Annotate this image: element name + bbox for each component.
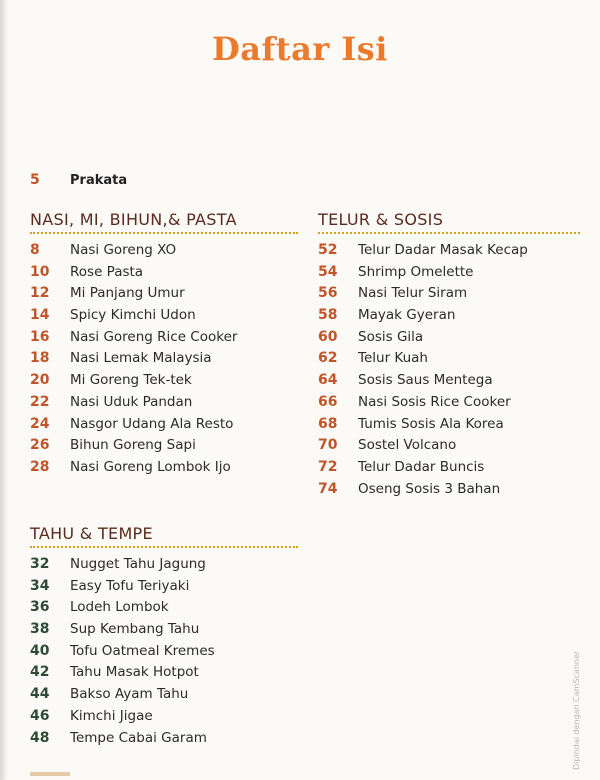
- page-number: 60: [318, 328, 338, 345]
- page-edge-shadow: [0, 0, 8, 780]
- page-number: 56: [318, 285, 338, 302]
- page-number: 18: [30, 350, 50, 367]
- scanner-watermark: Dipindai dengan CamScanner: [572, 650, 581, 770]
- preface-label: Prakata: [70, 173, 128, 188]
- page-number: 8: [30, 242, 40, 258]
- toc-entry: [318, 437, 580, 459]
- recipe-title: Kimchi Jigae: [70, 707, 153, 724]
- section-nasi-mi-bihun-pasta: [30, 210, 298, 481]
- page-number: 64: [318, 372, 338, 389]
- toc-entry: [30, 459, 298, 481]
- recipe-title: Easy Tofu Teriyaki: [70, 577, 190, 594]
- page-number: 38: [30, 621, 50, 638]
- toc-entry: [30, 350, 298, 372]
- toc-entry: [30, 730, 298, 752]
- page-number: 68: [318, 415, 338, 432]
- recipe-title: Lodeh Lombok: [70, 599, 169, 616]
- recipe-title: Sup Kembang Tahu: [70, 621, 200, 638]
- recipe-title: Bihun Goreng Sapi: [70, 437, 196, 454]
- toc-entry: [30, 686, 298, 708]
- recipe-title: Mi Goreng Tek-tek: [70, 372, 192, 389]
- recipe-title: Tumis Sosis Ala Korea: [358, 415, 504, 432]
- recipe-title: Mayak Gyeran: [358, 307, 456, 324]
- toc-entry: [30, 664, 298, 686]
- recipe-title: Nasi Sosis Rice Cooker: [358, 393, 511, 410]
- toc-entry: [30, 394, 298, 416]
- page-number: 10: [30, 263, 50, 280]
- toc-entry: [30, 437, 298, 459]
- recipe-title: Sostel Volcano: [358, 437, 457, 454]
- page-number: 70: [318, 437, 338, 454]
- page-number: 22: [30, 393, 50, 410]
- page-number: 36: [30, 599, 50, 616]
- recipe-title: Tahu Masak Hotpot: [70, 664, 199, 681]
- entry-list: [30, 242, 298, 481]
- page-number: 48: [30, 729, 50, 746]
- recipe-title: Nasi Goreng Lombok Ijo: [70, 458, 231, 475]
- entry-list: [30, 556, 298, 751]
- toc-entry: [318, 350, 580, 372]
- toc-entry: [30, 307, 298, 329]
- toc-entry: [318, 264, 580, 286]
- recipe-title: Nasgor Udang Ala Resto: [70, 415, 234, 432]
- preface-page-number: 5: [30, 172, 40, 188]
- page-number: 66: [318, 393, 338, 410]
- recipe-title: Nugget Tahu Jagung: [70, 556, 206, 572]
- recipe-title: Telur Dadar Masak Kecap: [358, 242, 528, 258]
- section-telur-sosis: [318, 210, 580, 502]
- page-number: 42: [30, 664, 50, 681]
- page-number: 58: [318, 307, 338, 324]
- section-heading: NASI, MI, BIHUN,& PASTA: [30, 210, 237, 229]
- section-heading: TELUR & SOSIS: [318, 210, 444, 229]
- toc-entry: [30, 372, 298, 394]
- toc-entry: [30, 285, 298, 307]
- toc-entry: [318, 329, 580, 351]
- bottom-decoration: [30, 772, 70, 776]
- preface-entry: [30, 172, 127, 188]
- page-number: 62: [318, 350, 338, 367]
- toc-entry: [318, 372, 580, 394]
- page-number: 40: [30, 642, 50, 659]
- recipe-title: Shrimp Omelette: [358, 263, 474, 280]
- toc-entry: [318, 416, 580, 438]
- section-tahu-tempe: [30, 524, 298, 751]
- page-number: 26: [30, 437, 50, 454]
- recipe-title: Oseng Sosis 3 Bahan: [358, 480, 501, 497]
- page-number: 12: [30, 285, 50, 302]
- toc-entry: [318, 459, 580, 481]
- recipe-title: Telur Dadar Buncis: [358, 458, 485, 475]
- recipe-title: Rose Pasta: [70, 263, 144, 280]
- toc-entry: [30, 708, 298, 730]
- toc-entry: [30, 599, 298, 621]
- recipe-title: Sosis Gila: [358, 328, 424, 345]
- recipe-title: Mi Panjang Umur: [70, 285, 185, 302]
- page-number: 74: [318, 480, 338, 497]
- dotted-divider: [30, 232, 298, 234]
- toc-entry: [318, 242, 580, 264]
- recipe-title: Nasi Goreng Rice Cooker: [70, 328, 238, 345]
- recipe-title: Nasi Lemak Malaysia: [70, 350, 212, 367]
- entry-list: [318, 242, 580, 502]
- toc-entry: [318, 307, 580, 329]
- page-number: 28: [30, 458, 50, 475]
- page-number: 32: [30, 556, 50, 572]
- toc-entry: [30, 416, 298, 438]
- page-number: 20: [30, 372, 50, 389]
- toc-entry: [318, 285, 580, 307]
- page-number: 54: [318, 263, 338, 280]
- toc-entry: [30, 329, 298, 351]
- toc-entry: [30, 264, 298, 286]
- toc-entry: [318, 394, 580, 416]
- page-title: Daftar Isi: [212, 30, 388, 68]
- page-number: 24: [30, 415, 50, 432]
- recipe-title: Sosis Saus Mentega: [358, 372, 493, 389]
- recipe-title: Nasi Uduk Pandan: [70, 393, 193, 410]
- recipe-title: Tempe Cabai Garam: [70, 729, 207, 746]
- recipe-title: Telur Kuah: [358, 350, 428, 367]
- page-number: 14: [30, 307, 50, 324]
- page-number: 52: [318, 242, 338, 258]
- toc-entry: [30, 578, 298, 600]
- toc-entry: [30, 643, 298, 665]
- toc-entry: [30, 556, 298, 578]
- page-number: 34: [30, 577, 50, 594]
- page-number: 44: [30, 686, 50, 703]
- page-number: 16: [30, 328, 50, 345]
- page-number: 46: [30, 707, 50, 724]
- recipe-title: Nasi Goreng XO: [70, 242, 177, 258]
- recipe-title: Nasi Telur Siram: [358, 285, 468, 302]
- section-heading: TAHU & TEMPE: [30, 524, 153, 543]
- dotted-divider: [30, 546, 298, 548]
- recipe-title: Bakso Ayam Tahu: [70, 686, 189, 703]
- recipe-title: Spicy Kimchi Udon: [70, 307, 196, 324]
- toc-entry: [30, 242, 298, 264]
- toc-entry: [30, 621, 298, 643]
- recipe-title: Tofu Oatmeal Kremes: [70, 642, 215, 659]
- page-number: 72: [318, 458, 338, 475]
- dotted-divider: [318, 232, 580, 234]
- toc-entry: [318, 481, 580, 503]
